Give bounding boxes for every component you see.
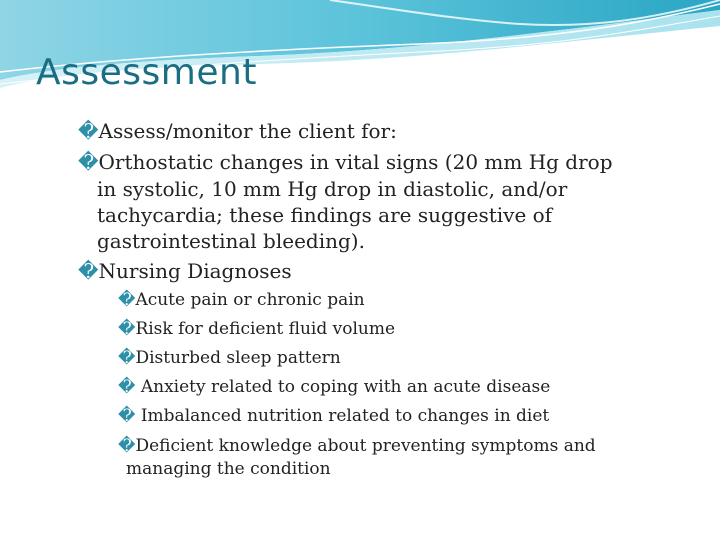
bullet-orthostatic-cont-1: in systolic, 10 mm Hg drop in diastolic, and/or — [97, 177, 568, 201]
bullet-marker: � — [118, 436, 136, 456]
sub-bullet-anxiety: � Anxiety related to coping with an acute disease — [118, 377, 551, 397]
bullet-marker: � — [78, 150, 99, 174]
bullet-marker: � — [78, 119, 99, 143]
bullet-orthostatic: �Orthostatic changes in vital signs (20 mm Hg drop — [78, 150, 613, 174]
bullet-orthostatic-cont-3: gastrointestinal bleeding). — [97, 229, 365, 253]
bullet-marker: � — [118, 290, 136, 310]
slide-title: Assessment — [36, 52, 257, 93]
bullet-marker: � — [118, 377, 136, 397]
bullet-assess: �Assess/monitor the client for: — [78, 119, 397, 143]
sub-bullet-nutrition: � Imbalanced nutrition related to changes in diet — [118, 406, 550, 426]
bullet-marker: � — [78, 259, 99, 283]
sub-bullet-knowledge: �Deficient knowledge about preventing symptoms and — [118, 436, 596, 456]
sub-bullet-knowledge-cont: managing the condition — [126, 459, 331, 479]
bullet-nursing-diagnoses: �Nursing Diagnoses — [78, 259, 292, 283]
bullet-marker: � — [118, 319, 136, 339]
sub-bullet-fluid-volume: �Risk for deficient fluid volume — [118, 319, 396, 339]
bullet-marker: � — [118, 348, 136, 368]
bullet-marker: � — [118, 406, 136, 426]
bullet-orthostatic-cont-2: tachycardia; these findings are suggestive of — [97, 203, 553, 227]
sub-bullet-acute-pain: �Acute pain or chronic pain — [118, 290, 365, 310]
sub-bullet-sleep: �Disturbed sleep pattern — [118, 348, 341, 368]
